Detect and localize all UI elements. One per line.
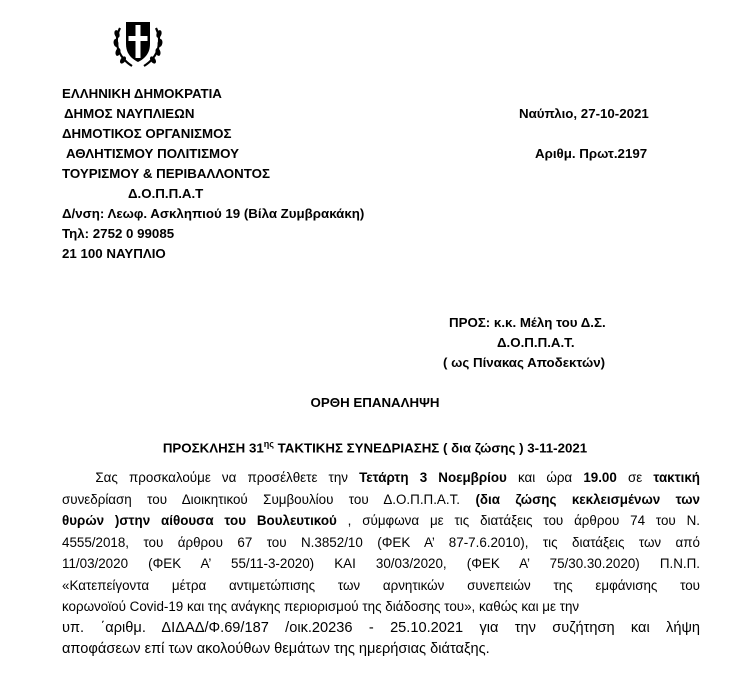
sender-line-6: Δ.Ο.Π.Π.Α.Τ xyxy=(128,186,204,201)
body-line-7: κορωνοϊού Covid-19 και της ανάγκης περιορισμού της διάδοσης του», καθώς και με την xyxy=(62,599,580,614)
recipient-line-1: ΠΡΟΣ: κ.κ. Μέλη του Δ.Σ. xyxy=(449,315,606,330)
sender-line-1: ΕΛΛΗΝΙΚΗ ΔΗΜΟΚΡΑΤΙΑ xyxy=(62,86,222,101)
invitation-title xyxy=(0,434,750,458)
greek-coat-of-arms-icon xyxy=(110,12,166,72)
body-line-3: θυρών )στην αίθουσα του Βουλευτικού , σύμφωνα με τις διατάξεις του άρθρου 74 του Ν. xyxy=(62,513,700,528)
sender-line-5: ΤΟΥΡΙΣΜΟΥ & ΠΕΡΙΒΑΛΛΟΝΤΟΣ xyxy=(62,166,270,181)
invitation-title-sup: ης xyxy=(263,439,274,449)
sender-line-2: ΔΗΜΟΣ ΝΑΥΠΛΙΕΩΝ xyxy=(64,106,195,121)
body-line-1: Σας προσκαλούμε να προσέλθετε την Τετάρτη 3 Νοεμβρίου και ώρα 19.00 σε τακτική xyxy=(95,470,700,485)
body-line-5: 11/03/2020 (ΦΕΚ Α’ 55/11-3-2020) ΚΑΙ 30/03/2020, (ΦΕΚ Α’ 75/30.30.2020) Π.Ν.Π. xyxy=(62,556,700,571)
recipient-line-3: ( ως Πίνακας Αποδεκτών) xyxy=(443,355,606,370)
body-line-4: 4555/2018, του άρθρου 67 του Ν.3852/10 (ΦΕΚ Α’ 87-7.6.2010), τις διατάξεις των από xyxy=(62,534,700,550)
protocol-number: Αριθμ. Πρωτ.2197 xyxy=(535,146,648,161)
recipient-line-2: Δ.Ο.Π.Π.Α.Τ. xyxy=(497,335,575,350)
body-line-9: αποφάσεων επί των ακολούθων θεμάτων της ημερήσιας διάταξης. xyxy=(62,641,490,657)
invitation-title-post: ΤΑΚΤΙΚΗΣ ΣΥΝΕΔΡΙΑΣΗΣ ( δια ζώσης ) 3-11-2021 xyxy=(273,440,588,456)
sender-line-4: ΑΘΛΗΤΙΣΜΟΥ ΠΟΛΙΤΙΣΜΟΥ xyxy=(66,146,239,161)
place-date: Ναύπλιο, 27-10-2021 xyxy=(519,106,649,121)
invitation-title-pre: ΠΡΟΣΚΛΗΣΗ 31 xyxy=(162,440,264,456)
body-line-8: υπ. ΄αριθμ. ΔΙΔΑΔ/Φ.69/187 /οικ.20236 - 25.10.2021 για την συζήτηση και λήψη xyxy=(62,619,700,636)
sender-phone: Τηλ: 2752 0 99085 xyxy=(62,226,175,241)
body-line-6: «Κατεπείγοντα μέτρα αντιμετώπισης των αρνητικών συνεπειών της εμφάνισης του xyxy=(62,577,700,593)
sender-postcode: 21 100 ΝΑΥΠΛΙΟ xyxy=(62,246,166,261)
body-line-2: συνεδρίαση του Διοικητικού Συμβουλίου του Δ.Ο.Π.Π.Α.Τ. (δια ζώσης κεκλεισμένων των xyxy=(62,491,701,507)
repeat-heading: ΟΡΘΗ ΕΠΑΝΑΛΗΨΗ xyxy=(310,395,440,410)
invitation-body xyxy=(62,467,700,661)
sender-line-3: ΔΗΜΟΤΙΚΟΣ ΟΡΓΑΝΙΣΜΟΣ xyxy=(62,126,232,141)
sender-address: Δ/νση: Λεωφ. Ασκληπιού 19 (Βίλα Ζυμβρακάκη) xyxy=(62,206,365,221)
